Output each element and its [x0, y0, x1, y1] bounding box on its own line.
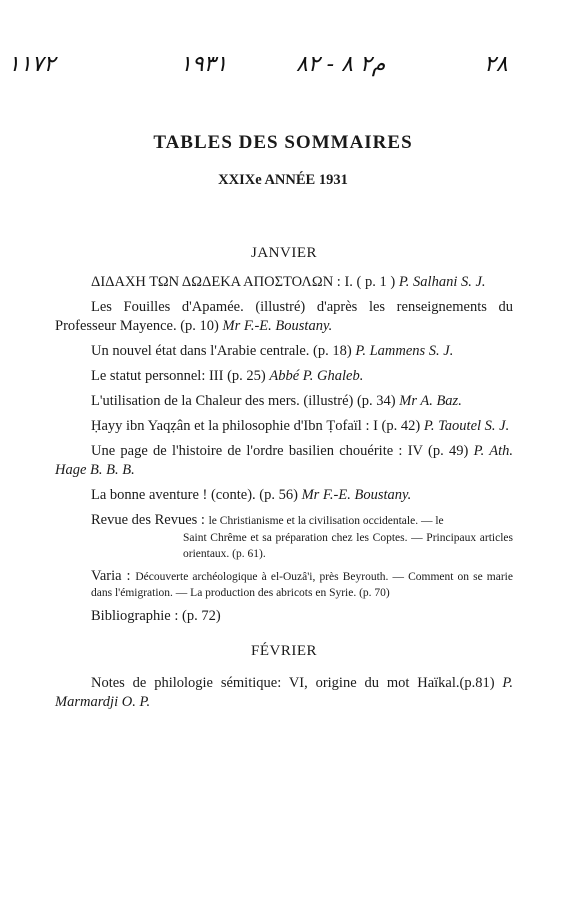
- revue-continuation: Saint Chrême et sa préparation chez les Coptes. — Principaux articles orientaux. (p. 61).: [183, 532, 513, 560]
- revue-heading: Revue des Revues :: [91, 512, 209, 528]
- toc-entry: [55, 442, 513, 480]
- toc-entry: [55, 486, 513, 505]
- toc-entry: [55, 273, 513, 292]
- entry-author: Mr A. Baz.: [399, 393, 462, 409]
- entry-author: Mr F.-E. Boustany.: [301, 487, 412, 503]
- entry-title: Une page de l'histoire de l'ordre basilien chouérite : IV (p. 49): [91, 443, 474, 459]
- page-subtitle: XXIXe ANNÉE 1931: [218, 172, 348, 188]
- entry-author: Abbé P. Ghaleb.: [269, 368, 364, 384]
- entry-title: L'utilisation de la Chaleur des mers. (illustré) (p. 34): [91, 393, 400, 409]
- entry-title: La bonne aventure ! (conte). (p. 56): [91, 487, 302, 503]
- entry-author: P. Salhani S. J.: [398, 274, 486, 290]
- month-heading-fevrier: FÉVRIER: [250, 643, 317, 659]
- entry-author: P. Taoutel S. J.: [423, 418, 510, 434]
- handwritten-note-year: ۱۹۳۱: [180, 52, 228, 77]
- month-heading-janvier: JANVIER: [251, 245, 317, 261]
- toc-entry: [55, 367, 513, 386]
- contents-body: [55, 244, 513, 718]
- entry-author: P. Ath. Hage B. B. B.: [55, 443, 513, 478]
- varia-heading: Varia :: [91, 568, 136, 584]
- entry-title: Les Fouilles d'Apamée. (illustré) d'après les renseignements du Professeur Mayence. (p. 10): [55, 299, 513, 334]
- entry-title: Notes de philologie sémitique: VI, origine du mot Haïkal.(p.81): [91, 675, 503, 691]
- page-title: TABLES DES SOMMAIRES: [153, 132, 413, 153]
- entry-title: Un nouvel état dans l'Arabie centrale. (p. 18): [91, 343, 356, 359]
- toc-entry: [55, 298, 513, 336]
- toc-entry: [55, 417, 513, 436]
- entry-title: Ḥayy ibn Yaqẓân et la philosophie d'Ibn Ṭofaïl : I (p. 42): [91, 418, 424, 434]
- entry-author: P. Marmardji O. P.: [55, 675, 513, 710]
- varia-text: Découverte archéologique à el-Ouzâ'i, près Beyrouth. — Comment on se marie dans l'émigration. — La production des abricots en Syrie. (p. 70): [91, 571, 513, 599]
- bibliography-entry: Bibliographie : (p. 72): [91, 608, 221, 624]
- toc-entry: [55, 342, 513, 361]
- revue-line: le Christianisme et la civilisation occidentale. — le: [208, 515, 444, 527]
- toc-entry: [55, 392, 513, 411]
- revue-des-revues: [55, 511, 513, 562]
- entry-author: Mr F.-E. Boustany.: [222, 318, 333, 334]
- handwritten-note-left: ۱۱۷۲: [8, 52, 56, 77]
- handwritten-note-range: م۲ ۸ - ۸۲: [296, 52, 386, 77]
- entry-title: ΔΙΔΑΧΗ ΤΩΝ ΔΩΔΕΚΑ ΑΠΟΣΤΟΛΩΝ : I. ( p. 1 ): [91, 274, 399, 290]
- varia: [55, 568, 513, 601]
- toc-entry: [55, 674, 513, 712]
- handwritten-note-right: ۲۸: [484, 52, 508, 77]
- entry-title: Le statut personnel: III (p. 25): [91, 368, 270, 384]
- entry-author: P. Lammens S. J.: [355, 343, 454, 359]
